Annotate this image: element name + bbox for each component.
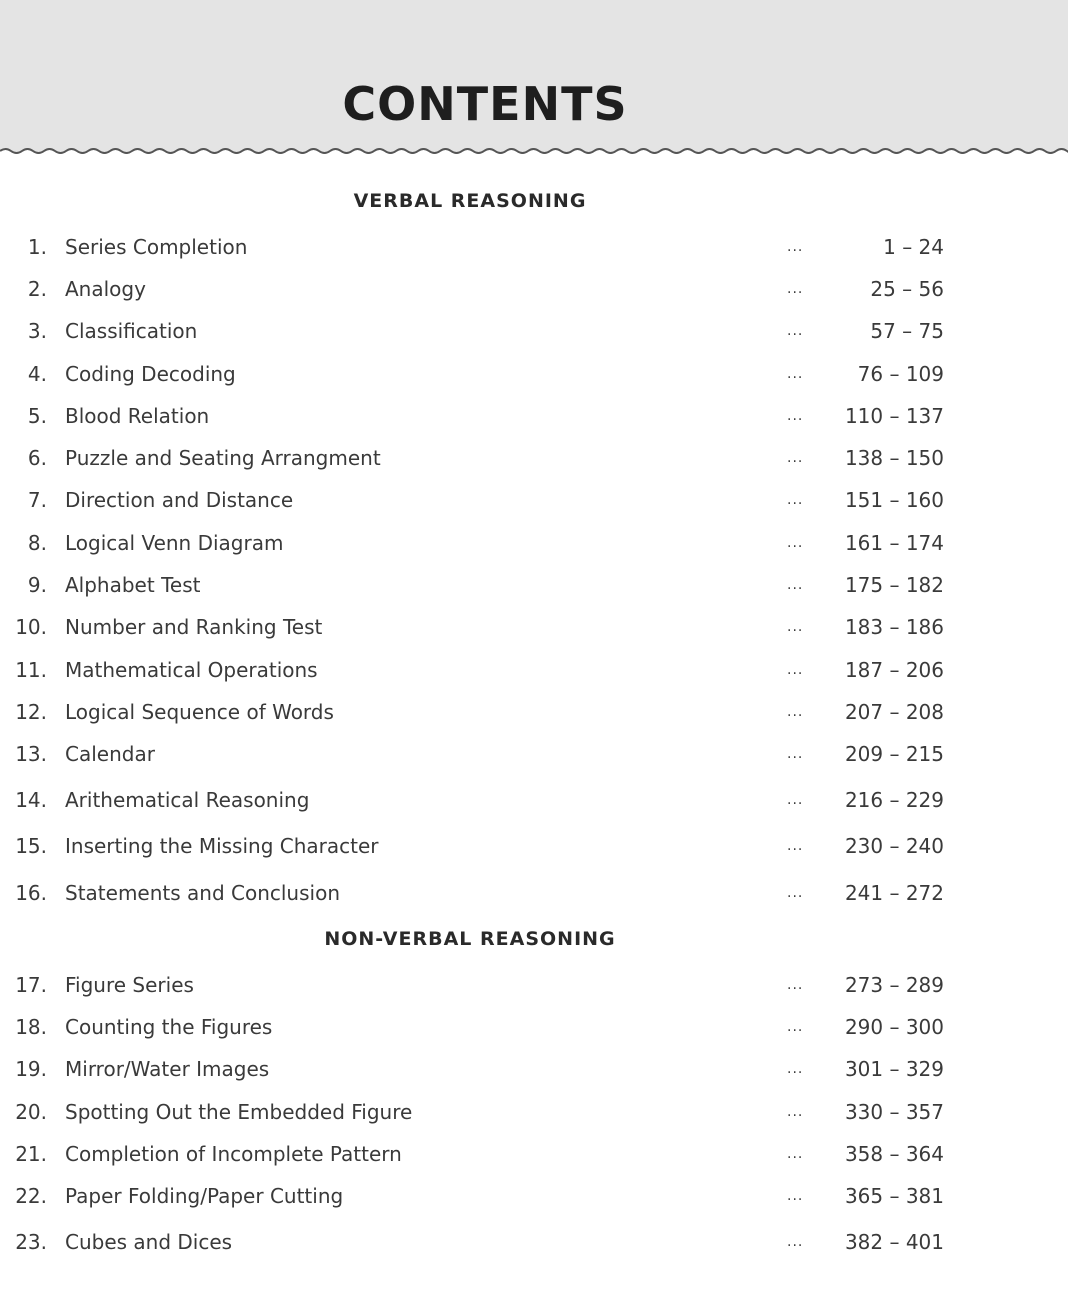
toc-entry[interactable] bbox=[0, 785, 1000, 815]
entry-leader-dots: ... bbox=[787, 450, 804, 466]
entry-title: Number and Ranking Test bbox=[65, 615, 323, 639]
entry-leader-dots: ... bbox=[787, 323, 804, 339]
entry-number: 18. bbox=[15, 1015, 47, 1039]
entry-page-range: 290 – 300 bbox=[844, 1015, 944, 1039]
entry-number: 10. bbox=[15, 615, 47, 639]
toc-entry[interactable] bbox=[0, 232, 1000, 262]
toc-entry[interactable] bbox=[0, 1097, 1000, 1127]
entry-page-range: 273 – 289 bbox=[844, 973, 944, 997]
header-band bbox=[0, 0, 1068, 160]
toc-entry[interactable] bbox=[0, 970, 1000, 1000]
entry-page-range: 57 – 75 bbox=[870, 319, 944, 343]
entry-number: 14. bbox=[15, 788, 47, 812]
entry-title: Statements and Conclusion bbox=[65, 881, 340, 905]
entry-page-range: 175 – 182 bbox=[844, 573, 944, 597]
entry-number: 22. bbox=[15, 1184, 47, 1208]
entry-title: Puzzle and Seating Arrangment bbox=[65, 446, 381, 470]
entry-page-range: 151 – 160 bbox=[844, 488, 944, 512]
entry-number: 20. bbox=[15, 1100, 47, 1124]
entry-leader-dots: ... bbox=[787, 838, 804, 854]
entry-leader-dots: ... bbox=[787, 1188, 804, 1204]
entry-page-range: 216 – 229 bbox=[844, 788, 944, 812]
entry-number: 13. bbox=[15, 742, 47, 766]
entry-leader-dots: ... bbox=[787, 492, 804, 508]
entry-number: 1. bbox=[27, 235, 47, 259]
entry-page-range: 76 – 109 bbox=[857, 362, 944, 386]
toc-entry[interactable] bbox=[0, 359, 1000, 389]
entry-page-range: 138 – 150 bbox=[844, 446, 944, 470]
entry-page-range: 110 – 137 bbox=[844, 404, 944, 428]
entry-leader-dots: ... bbox=[787, 1104, 804, 1120]
toc-entry[interactable] bbox=[0, 570, 1000, 600]
entry-title: Inserting the Missing Character bbox=[65, 834, 379, 858]
entry-title: Blood Relation bbox=[65, 404, 210, 428]
entry-title: Paper Folding/Paper Cutting bbox=[65, 1184, 344, 1208]
entry-leader-dots: ... bbox=[787, 704, 804, 720]
entry-title: Mirror/Water Images bbox=[65, 1057, 270, 1081]
toc-entry[interactable] bbox=[0, 655, 1000, 685]
entry-number: 9. bbox=[27, 573, 47, 597]
toc-entry[interactable] bbox=[0, 528, 1000, 558]
entry-leader-dots: ... bbox=[787, 408, 804, 424]
toc-entry[interactable] bbox=[0, 1139, 1000, 1169]
entry-number: 3. bbox=[27, 319, 47, 343]
entry-page-range: 25 – 56 bbox=[870, 277, 944, 301]
entry-leader-dots: ... bbox=[787, 281, 804, 297]
entry-page-range: 301 – 329 bbox=[844, 1057, 944, 1081]
toc-entry[interactable] bbox=[0, 274, 1000, 304]
entry-leader-dots: ... bbox=[787, 1234, 804, 1250]
toc-entry[interactable] bbox=[0, 1054, 1000, 1084]
entry-number: 6. bbox=[27, 446, 47, 470]
toc-entry[interactable] bbox=[0, 401, 1000, 431]
entry-page-range: 183 – 186 bbox=[844, 615, 944, 639]
entry-page-range: 241 – 272 bbox=[844, 881, 944, 905]
entry-title: Classification bbox=[65, 319, 198, 343]
entry-number: 5. bbox=[27, 404, 47, 428]
entry-number: 12. bbox=[15, 700, 47, 724]
entry-number: 16. bbox=[15, 881, 47, 905]
entry-leader-dots: ... bbox=[787, 1061, 804, 1077]
entry-leader-dots: ... bbox=[787, 239, 804, 255]
entry-leader-dots: ... bbox=[787, 1146, 804, 1162]
entry-leader-dots: ... bbox=[787, 977, 804, 993]
entry-leader-dots: ... bbox=[787, 746, 804, 762]
wave-divider-line bbox=[0, 149, 1068, 153]
toc-entry[interactable] bbox=[0, 1181, 1000, 1211]
entry-number: 11. bbox=[15, 658, 47, 682]
toc-entry[interactable] bbox=[0, 443, 1000, 473]
entry-page-range: 358 – 364 bbox=[844, 1142, 944, 1166]
entry-leader-dots: ... bbox=[787, 535, 804, 551]
toc-entry[interactable] bbox=[0, 612, 1000, 642]
entry-page-range: 1 – 24 bbox=[883, 235, 944, 259]
entry-leader-dots: ... bbox=[787, 366, 804, 382]
entry-title: Analogy bbox=[65, 277, 146, 301]
entry-number: 15. bbox=[15, 834, 47, 858]
entry-title: Logical Venn Diagram bbox=[65, 531, 284, 555]
entry-title: Counting the Figures bbox=[65, 1015, 273, 1039]
entry-number: 19. bbox=[15, 1057, 47, 1081]
entry-title: Cubes and Dices bbox=[65, 1230, 233, 1254]
entry-leader-dots: ... bbox=[787, 577, 804, 593]
entry-title: Coding Decoding bbox=[65, 362, 236, 386]
entry-leader-dots: ... bbox=[787, 619, 804, 635]
entry-leader-dots: ... bbox=[787, 792, 804, 808]
entry-leader-dots: ... bbox=[787, 885, 804, 901]
entry-number: 21. bbox=[15, 1142, 47, 1166]
entry-leader-dots: ... bbox=[787, 1019, 804, 1035]
entry-number: 2. bbox=[27, 277, 47, 301]
toc-entry[interactable] bbox=[0, 316, 1000, 346]
entry-page-range: 187 – 206 bbox=[844, 658, 944, 682]
section-heading-non-verbal: NON-VERBAL REASONING bbox=[324, 928, 616, 950]
entry-title: Logical Sequence of Words bbox=[65, 700, 334, 724]
entry-title: Alphabet Test bbox=[65, 573, 201, 597]
toc-entry[interactable] bbox=[0, 485, 1000, 515]
entry-title: Direction and Distance bbox=[65, 488, 294, 512]
entry-title: Mathematical Operations bbox=[65, 658, 318, 682]
entry-number: 4. bbox=[27, 362, 47, 386]
entry-title: Series Completion bbox=[65, 235, 248, 259]
toc-entry[interactable] bbox=[0, 1227, 1000, 1257]
entry-number: 8. bbox=[27, 531, 47, 555]
toc-entry[interactable] bbox=[0, 1012, 1000, 1042]
entry-leader-dots: ... bbox=[787, 662, 804, 678]
entry-number: 17. bbox=[15, 973, 47, 997]
entry-page-range: 365 – 381 bbox=[844, 1184, 944, 1208]
page-title: CONTENTS bbox=[342, 77, 628, 131]
entry-number: 7. bbox=[27, 488, 47, 512]
toc-entry[interactable] bbox=[0, 878, 1000, 908]
entry-title: Arithematical Reasoning bbox=[65, 788, 310, 812]
entry-page-range: 230 – 240 bbox=[844, 834, 944, 858]
entry-title: Spotting Out the Embedded Figure bbox=[65, 1100, 413, 1124]
entry-number: 23. bbox=[15, 1230, 47, 1254]
entry-page-range: 207 – 208 bbox=[844, 700, 944, 724]
section-heading-verbal: VERBAL REASONING bbox=[353, 190, 587, 212]
entry-page-range: 382 – 401 bbox=[844, 1230, 944, 1254]
entry-page-range: 330 – 357 bbox=[844, 1100, 944, 1124]
entry-title: Calendar bbox=[65, 742, 155, 766]
entry-page-range: 209 – 215 bbox=[844, 742, 944, 766]
toc-entry[interactable] bbox=[0, 831, 1000, 861]
entry-title: Completion of Incomplete Pattern bbox=[65, 1142, 402, 1166]
entry-page-range: 161 – 174 bbox=[844, 531, 944, 555]
toc-entry[interactable] bbox=[0, 739, 1000, 769]
toc-entry[interactable] bbox=[0, 697, 1000, 727]
entry-title: Figure Series bbox=[65, 973, 194, 997]
